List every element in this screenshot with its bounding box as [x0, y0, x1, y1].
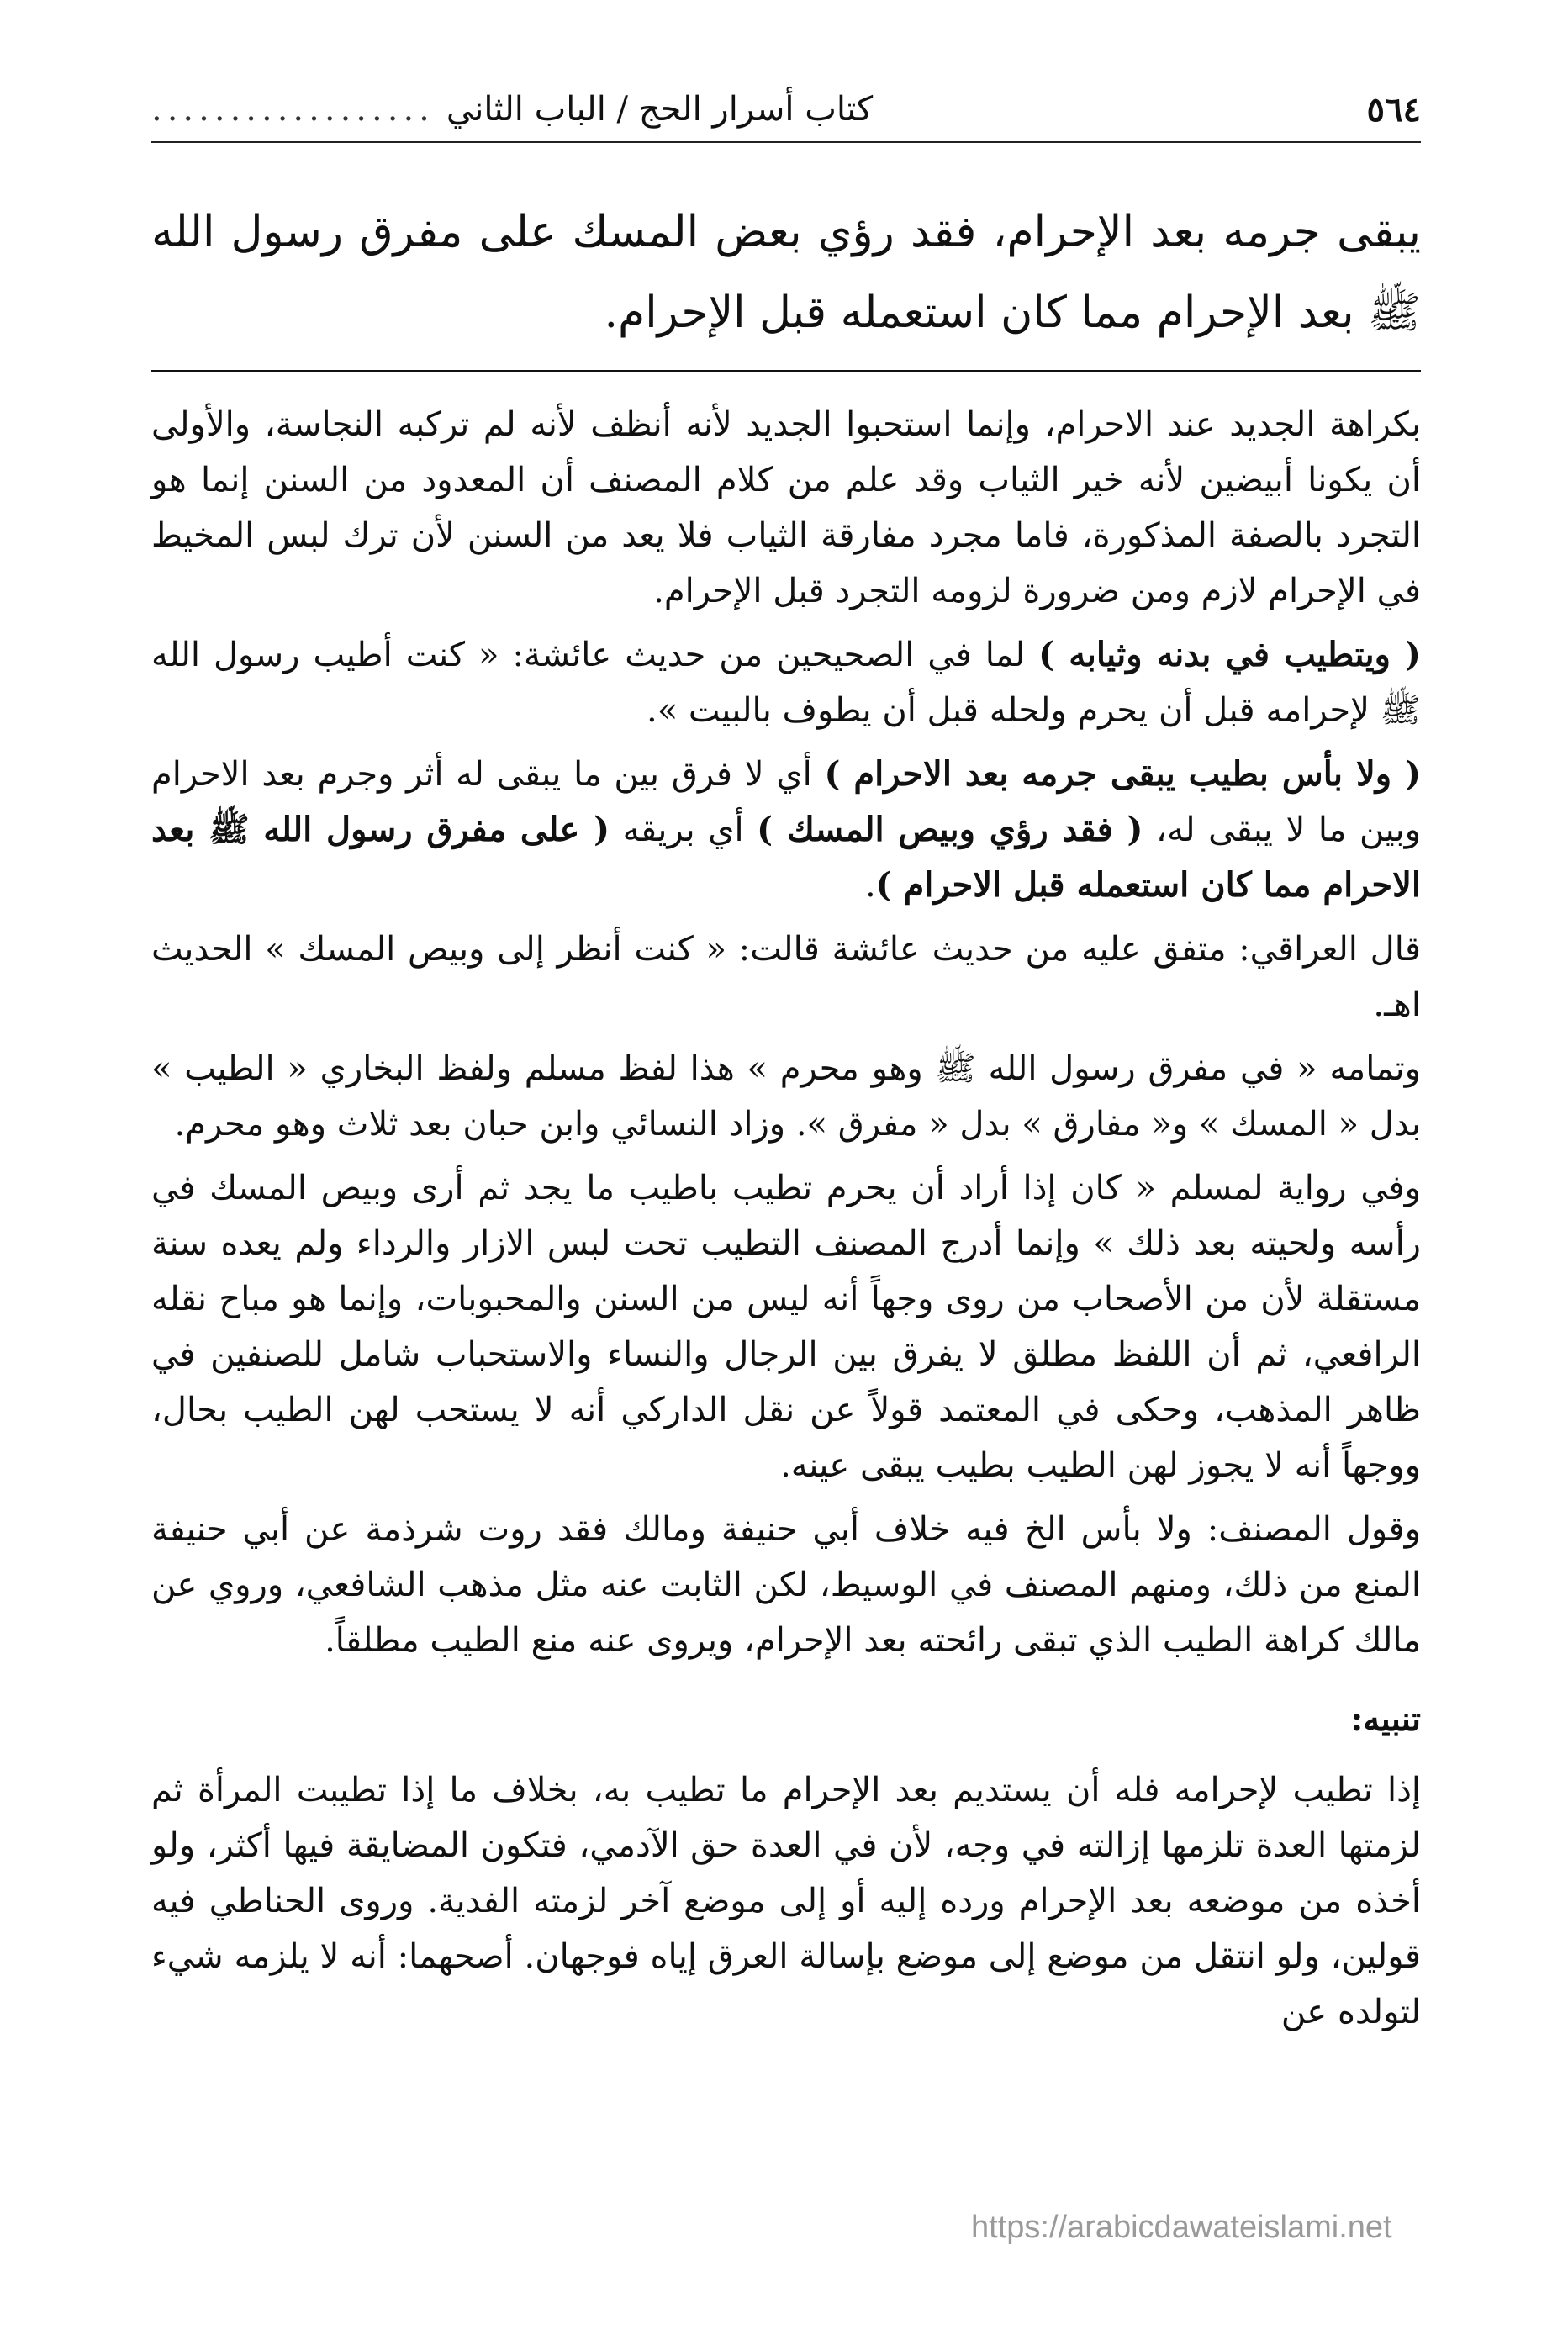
matn-quote: ( ويتطيب في بدنه وثيابه ): [1038, 635, 1421, 674]
commentary-paragraph-5: وتمامه « في مفرق رسول الله ﷺ وهو محرم » هذا لفظ مسلم ولفظ البخاري « الطيب » بدل « المسك » و« مفارق » بدل « مفرق ». وزاد النسائي وابن حبان بعد ثلاث وهو محرم.: [151, 1049, 1421, 1144]
commentary-paragraph-6: وفي رواية لمسلم « كان إذا أراد أن يحرم تطيب باطيب ما يجد ثم أرى وبيص المسك في رأسه ولحيته بعد ذلك » وإنما أدرج المصنف التطيب تحت لبس الازار والرداء ولم يعده سنة مستقلة لأن من الأصحاب من روى وجهاً أنه ليس من السنن والمحبوبات، وإنما هو مباح نقله الرافعي، ثم أن اللفظ مطلق لا يفرق بين الرجال والنساء والاستحباب شامل للصنفين في ظاهر المذهب، وحكى في المعتمد قولاً عن نقل الداركي أنه لا يستحب لهن الطيب بحال، ووجهاً أنه لا يجوز لهن الطيب بطيب يبقى عينه.: [151, 1169, 1421, 1485]
running-header: [151, 84, 1421, 135]
commentary-text: .: [864, 866, 876, 905]
matn-quote: ( على مفرق رسول الله ﷺ بعد الاحرام مما كان استعمله قبل الاحرام ): [151, 810, 1421, 905]
commentary-paragraph-1: بكراهة الجديد عند الاحرام، وإنما استحبوا الجديد لأنه أنظف لأنه لم تركبه النجاسة، والأولى أن يكونا أبيضين لأنه خير الثياب وقد علم من كلام المصنف أن المعدود من السنن إنما هو التجرد بالصفة المذكورة، فاما مجرد مفارقة الثياب فلا يعد من السنن لأن ترك لبس المخيط في الإحرام لازم ومن ضرورة لزومه التجرد قبل الإحرام.: [151, 405, 1421, 610]
header-rule: [151, 141, 1421, 143]
matn-quote: ( ولا بأس بطيب يبقى جرمه بعد الاحرام ): [824, 754, 1421, 794]
commentary-text: أي بريقه: [610, 811, 758, 849]
watermark-url: https://arabicdawateislami.net: [971, 2210, 1392, 2245]
commentary-paragraph-3: [151, 747, 1421, 913]
matn-quote: ( فقد رؤي وبيص المسك ): [757, 810, 1143, 849]
commentary-paragraph-4: قال العراقي: متفق عليه من حديث عائشة قالت: « كنت أنظر إلى وبيص المسك » الحديث اهـ.: [151, 930, 1421, 1024]
main-text: يبقى جرمه بعد الإحرام، فقد رؤي بعض المسك على مفرق رسول الله ﷺ بعد الإحرام مما كان استعمله قبل الإحرام.: [151, 207, 1421, 338]
page-number: ٥٦٤: [1366, 89, 1421, 129]
header-title-group: [151, 90, 873, 129]
commentary-text: لما في الصحيحين من حديث عائشة: « كنت أطيب رسول الله ﷺ لإحرامه قبل أن يحرم ولحله قبل أن يطوف بالبيت ».: [151, 636, 1421, 730]
commentary-paragraph-8: إذا تطيب لإحرامه فله أن يستديم بعد الإحرام ما تطيب به، بخلاف ما إذا تطيبت المرأة ثم لزمتها العدة تلزمها إزالته في وجه، لأن في العدة حق الآدمي، فتكون المضايقة فيها أكثر، ولو أخذه من موضعه بعد الإحرام ورده إليه أو إلى موضع آخر لزمته الفدية. وروى الحناطي فيه قولين، ولو انتقل من موضع إلى موضع بإسالة العرق إياه فوجهان. أصحهما: أنه لا يلزمه شيء لتولده عن: [151, 1771, 1421, 2031]
footnote-separator: [151, 370, 1421, 372]
section-heading: تنبيه:: [1350, 1699, 1421, 1739]
header-title: كتاب أسرار الحج / الباب الثاني: [446, 90, 874, 129]
commentary-paragraph-7: وقول المصنف: ولا بأس الخ فيه خلاف أبي حنيفة ومالك فقد روت شرذمة عن أبي حنيفة المنع من ذلك، ومنهم المصنف في الوسيط، لكن الثابت عنه مثل مذهب الشافعي، وروي عن مالك كراهة الطيب الذي تبقى رائحته بعد الإحرام، ويروى عنه منع الطيب مطلقاً.: [151, 1510, 1421, 1660]
commentary-paragraph-2: [151, 627, 1421, 738]
commentary-text: أي لا فرق بين ما يبقى له أثر وجرم بعد الاحرام وبين ما لا يبقى له،: [151, 755, 1421, 849]
header-leader-dots: ..................: [151, 90, 435, 129]
commentary: [151, 397, 1421, 2048]
